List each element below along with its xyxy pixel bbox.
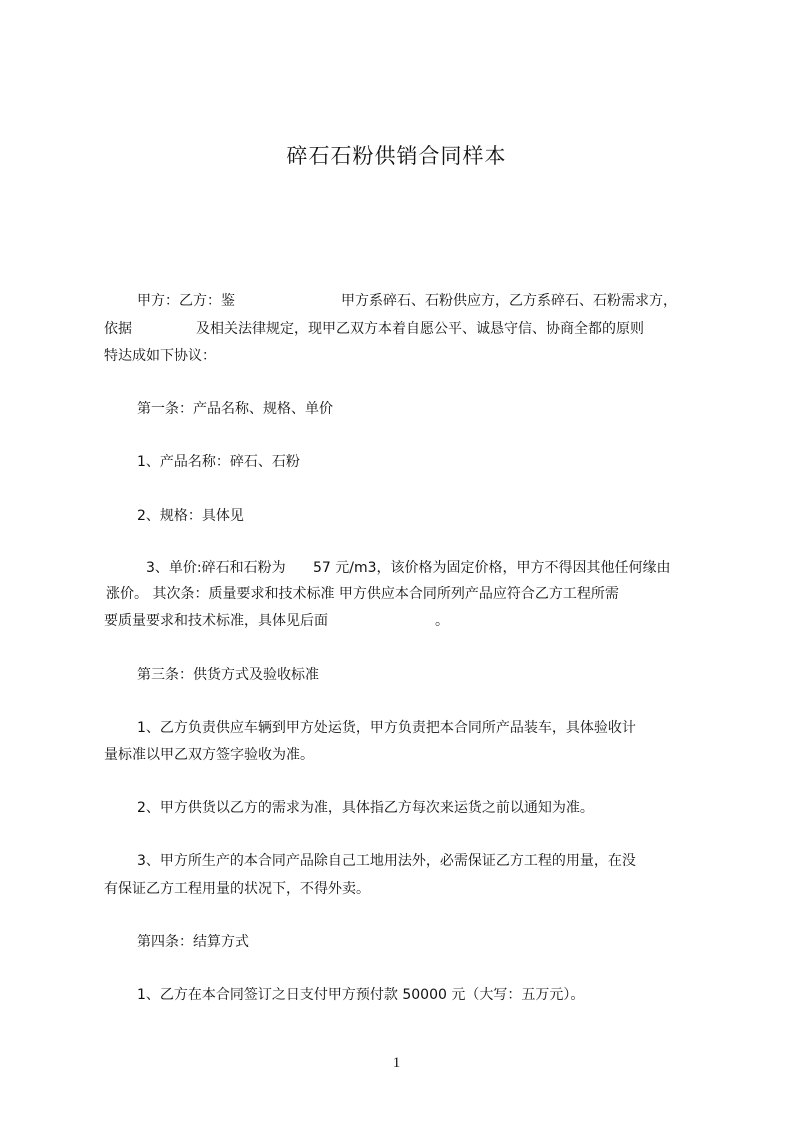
document-title: 碎石石粉供销合同样本: [286, 144, 507, 168]
article-3-item-2: 2、甲方供货以乙方的需求为准，具体指乙方每次来运货之前以通知为准。: [137, 800, 594, 816]
parties-label: 甲方：乙方：鉴: [137, 293, 235, 309]
article-4-item-1: 1、乙方在本合同签订之日支付甲方预付款 50000 元（大写：五万元）。: [137, 987, 585, 1003]
article-2-text-line-1: 涨价。 其次条：质量要求和技术标准 甲方供应本合同所列产品应符合乙方工程所需: [106, 586, 619, 602]
basis-label: 依据: [104, 321, 132, 337]
article-1-item-3-text: 57 元/m3，该价格为固定价格，甲方不得因其他任何缘由: [313, 560, 671, 576]
agreement-intro: 特达成如下协议：: [104, 348, 216, 364]
article-3-item-1-line-1: 1、乙方负责供应车辆到甲方处运货，甲方负责把本合同所产品装车，具体验收计: [137, 720, 636, 736]
article-1-item-1: 1、产品名称：碎石、石粉: [137, 454, 300, 470]
parties-description: 甲方系碎石、石粉供应方，乙方系碎石、石粉需求方，: [341, 293, 677, 309]
article-2-text-end: 。: [435, 613, 449, 629]
page-number: 1: [392, 1055, 401, 1071]
article-3-heading: 第三条：供货方式及验收标准: [137, 667, 319, 683]
basis-text: 及相关法律规定，现甲乙双方本着自愿公平、诚恳守信、协商全都的原则: [196, 321, 644, 337]
article-1-heading: 第一条：产品名称、规格、单价: [137, 401, 333, 417]
article-2-text-line-2: 要质量要求和技术标准，具体见后面: [104, 613, 328, 629]
article-3-item-3-line-2: 有保证乙方工程用量的状况下，不得外卖。: [104, 881, 370, 897]
article-1-item-3-label: 3、单价:碎石和石粉为: [146, 560, 286, 576]
article-4-heading: 第四条：结算方式: [137, 934, 249, 950]
article-3-item-3-line-1: 3、甲方所生产的本合同产品除自己工地用法外，必需保证乙方工程的用量，在没: [137, 853, 636, 869]
article-1-item-2: 2、规格：具体见: [137, 508, 244, 524]
article-3-item-1-line-2: 量标准以甲乙双方签字验收为准。: [104, 747, 314, 763]
